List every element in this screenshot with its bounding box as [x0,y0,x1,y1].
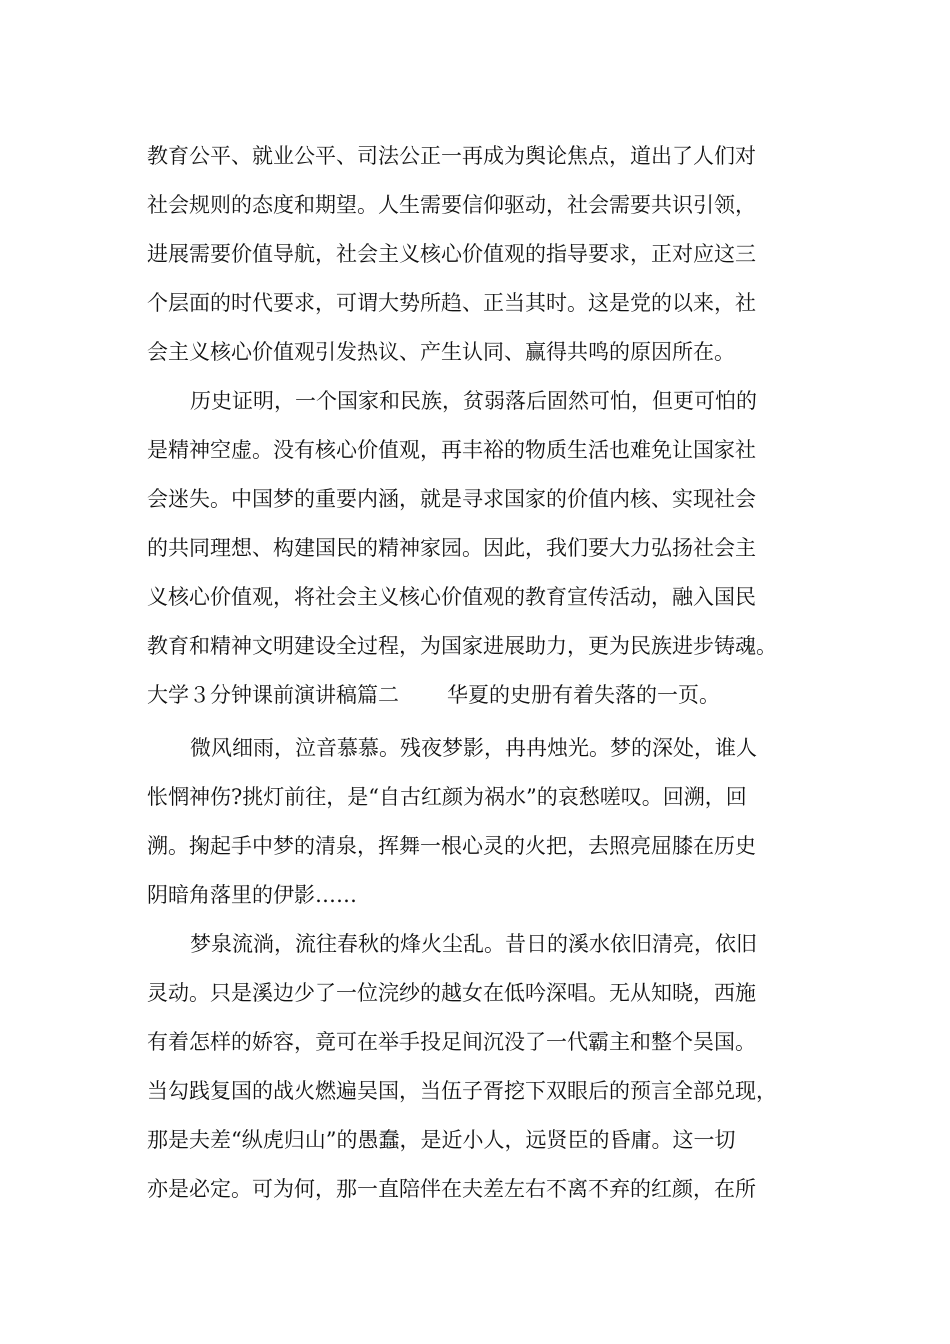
section-title: 大学３分钟课前演讲稿篇二 [147,683,399,707]
text-line: 会迷失。中国梦的重要内涵，就是寻求国家的价值内核、实现社会 [147,487,756,511]
text-line: 灵动。只是溪边少了一位浣纱的越女在低吟深唱。无从知晓，西施 [147,981,756,1005]
text-line: 溯。掬起手中梦的清泉，挥舞一根心灵的火把，去照亮屈膝在历史 [147,834,756,858]
paragraph-start-line: 微风细雨，泣音慕慕。残夜梦影，冉冉烛光。梦的深处，谁人 [190,736,757,760]
paragraph-start-line: 梦泉流淌，流往春秋的烽火尘乱。昔日的溪水依旧清亮，依旧 [190,932,757,956]
text-line: 会主义核心价值观引发热议、产生认同、赢得共鸣的原因所在。 [147,340,735,364]
text-line: 教育公平、就业公平、司法公正一再成为舆论焦点，道出了人们对 [147,144,756,168]
section-heading [147,677,827,713]
text-line: 当勾践复国的战火燃遍吴国，当伍子胥挖下双眼后的预言全部兑现， [147,1079,777,1103]
text-line: 那是夫差“纵虎归山”的愚蠢，是近小人，远贤臣的昏庸。这一切 [147,1128,736,1152]
text-line: 教育和精神文明建设全过程，为国家进展助力，更为民族进步铸魂。 [147,634,777,658]
text-line: 进展需要价值导航，社会主义核心价值观的指导要求，正对应这三 [147,242,756,266]
text-line: 义核心价值观，将社会主义核心价值观的教育宣传活动，融入国民 [147,585,756,609]
section-intro-text: 华夏的史册有着失落的一页。 [447,683,720,707]
paragraph-start-line: 历史证明，一个国家和民族，贫弱落后固然可怕，但更可怕的 [190,389,757,413]
text-line: 社会规则的态度和期望。人生需要信仰驱动，社会需要共识引领， [147,193,756,217]
text-line: 阴暗角落里的伊影…… [147,883,357,907]
text-line: 怅惘神伤?挑灯前往，是“自古红颜为祸水”的哀愁嗟叹。回溯，回 [147,785,747,809]
text-line: 个层面的时代要求，可谓大势所趋、正当其时。这是党的以来，社 [147,291,756,315]
text-line: 亦是必定。可为何，那一直陪伴在夫差左右不离不弃的红颜，在所 [147,1177,756,1201]
text-line: 的共同理想、构建国民的精神家园。因此，我们要大力弘扬社会主 [147,536,756,560]
text-line: 是精神空虚。没有核心价值观，再丰裕的物质生活也难免让国家社 [147,438,756,462]
text-line: 有着怎样的娇容，竟可在举手投足间沉没了一代霸主和整个吴国。 [147,1030,756,1054]
